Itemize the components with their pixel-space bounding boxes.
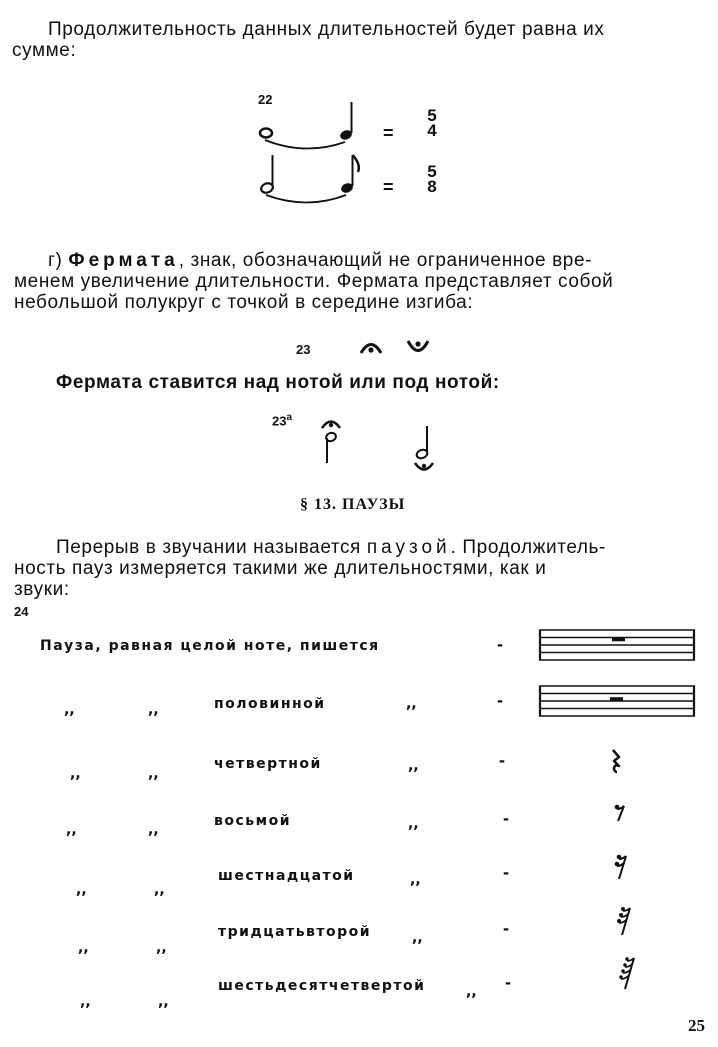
ditto-mark: ,,: [466, 984, 477, 1000]
first-row-label: Пауза, равная целой ноте, пишется: [40, 638, 380, 654]
ditto-mark: ,,: [148, 766, 159, 782]
whole-rest-staff: [539, 628, 695, 662]
example-number: 23: [272, 413, 287, 429]
row-dash: -: [503, 918, 509, 938]
half-rest-staff: [539, 684, 695, 718]
ditto-mark: ,,: [154, 882, 165, 898]
fermata-line-3: небольшой полукруг с точкой в середине изгиба:: [14, 292, 474, 313]
row-label-thirty-second: тридцатьвторой: [218, 924, 372, 940]
fermata-label: г): [48, 250, 63, 271]
row-label-quarter: четвертной: [214, 756, 322, 772]
ditto-mark: ,,: [158, 994, 169, 1010]
fraction-denominator: 8: [427, 177, 437, 196]
row-dash: -: [505, 972, 511, 992]
eighth-rest-icon: [614, 804, 626, 822]
pauses-line-1: [56, 537, 606, 558]
row-dash: -: [499, 750, 505, 770]
ditto-mark: ,,: [78, 940, 89, 956]
quarter-rest-icon: [609, 749, 623, 773]
ditto-mark: ,,: [410, 872, 421, 888]
sixty-fourth-rest-icon: [618, 956, 636, 990]
fraction-denominator: 4: [427, 121, 437, 140]
sixteenth-rest-icon: [614, 854, 628, 880]
intro-line-1: Продолжительность данных длительностей будет равна их: [48, 19, 605, 40]
fermata-placement: Фермата ставится над нотой или под нотой:: [56, 372, 500, 393]
fermata-line-2: менем увеличение длительности. Фермата представляет собой: [14, 271, 614, 292]
fraction-numerator: 5: [427, 106, 437, 125]
row-dash: -: [497, 634, 503, 654]
pause-term: паузой: [366, 537, 451, 558]
ditto-mark: ,,: [76, 882, 87, 898]
ditto-mark: ,,: [408, 816, 419, 832]
equals-sign-2: =: [383, 177, 394, 197]
ditto-mark: ,,: [408, 758, 419, 774]
fermata-above-note: [318, 417, 348, 467]
ditto-mark: ,,: [406, 696, 417, 712]
ditto-mark: ,,: [412, 930, 423, 946]
fermata-term: Фермата: [68, 250, 179, 271]
ditto-mark: ,,: [148, 702, 159, 718]
row-dash: -: [503, 808, 509, 828]
ditto-mark: ,,: [156, 940, 167, 956]
row-label-eighth: восьмой: [214, 813, 291, 829]
fermata-line-1-rest: , знак, обозначающий не ограниченное вре-: [178, 250, 593, 271]
ditto-mark: ,,: [148, 822, 159, 838]
intro-line-2: сумме:: [12, 40, 77, 61]
fermata-symbols: [358, 336, 438, 360]
row-label-sixteenth: шестнадцатой: [218, 868, 355, 884]
tied-whole-quarter-notes: [255, 100, 365, 150]
fermata-line-1: [48, 250, 592, 271]
ditto-mark: ,,: [70, 766, 81, 782]
ditto-mark: ,,: [64, 702, 75, 718]
pauses-line-2: ность пауз измеряется такими же длительностями, как и: [14, 558, 547, 579]
pauses-line-1-b: . Продолжитель-: [450, 537, 606, 558]
fraction-numerator: 5: [427, 162, 437, 181]
row-dash: -: [497, 690, 503, 710]
thirty-second-rest-icon: [616, 906, 632, 936]
row-dash: -: [503, 862, 509, 882]
example-number-23a: [272, 412, 292, 428]
section-heading: § 13. ПАУЗЫ: [300, 496, 406, 513]
row-label-half: половинной: [214, 696, 326, 712]
page-number: 25: [688, 1016, 705, 1035]
pauses-line-1-a: Перерыв в звучании называется: [56, 537, 361, 558]
tied-half-eighth-notes: [255, 150, 365, 210]
fermata-below-note: [410, 424, 440, 476]
example-number-22: 22: [258, 92, 273, 107]
example-number-23: 23: [296, 342, 311, 357]
pauses-line-3: звуки:: [14, 579, 70, 600]
fraction-5-4: [425, 108, 439, 138]
ditto-mark: ,,: [66, 822, 77, 838]
example-number-24: 24: [14, 604, 29, 619]
row-label-sixty-fourth: шестьдесятчетвертой: [218, 978, 426, 994]
fraction-5-8: [425, 164, 439, 194]
example-superscript: а: [286, 412, 293, 423]
equals-sign-1: =: [383, 123, 394, 143]
ditto-mark: ,,: [80, 994, 91, 1010]
